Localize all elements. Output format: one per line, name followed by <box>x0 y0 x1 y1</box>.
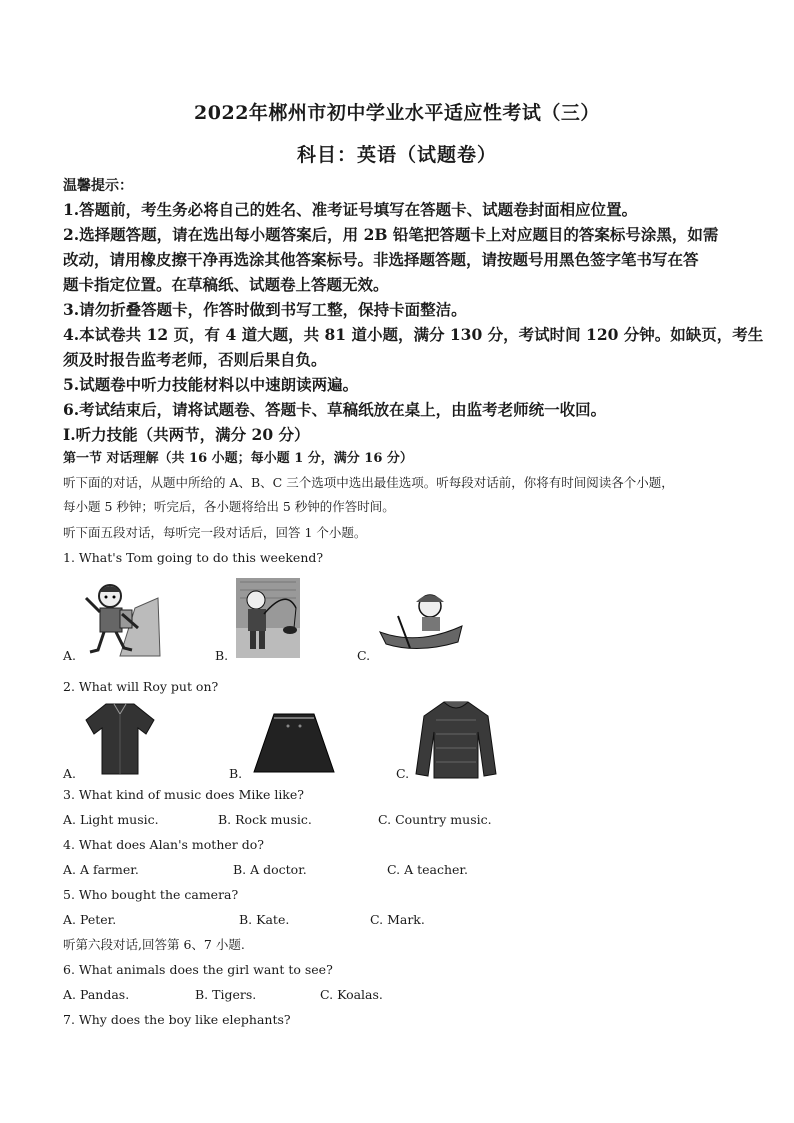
notice-line: 改动，请用橡皮擦干净再选涂其他答案标号。非选择题答题，请按题号用黑色签字笔书写在答 <box>63 250 699 269</box>
option-c[interactable]: C. Mark. <box>370 912 425 927</box>
instruction-line: 听下面五段对话，每听完一段对话后，回答 1 个小题。 <box>63 525 367 540</box>
skirt-picture <box>252 712 336 780</box>
instruction-line: 听下面的对话，从题中所给的 A、B、C 三个选项中选出最佳选项。听每段对话前，你将有时间阅读各个小题， <box>63 475 674 490</box>
sweater-picture <box>414 700 498 784</box>
question-stem: 5. Who bought the camera? <box>63 887 239 902</box>
notice-line: 4.本试卷共 12 页，有 4 道大题，共 81 道小题，满分 130 分，考试时间 120 分钟。如缺页，考生 <box>63 325 764 344</box>
option-b[interactable]: B. Kate. <box>239 912 290 927</box>
question-stem: 2. What will Roy put on? <box>63 679 219 694</box>
exam-title: 2022年郴州市初中学业水平适应性考试（三） <box>194 102 600 124</box>
option-a[interactable]: A. A farmer. <box>63 862 139 877</box>
option-b[interactable]: B. A doctor. <box>233 862 307 877</box>
option-a[interactable]: A. Light music. <box>63 812 159 827</box>
option-b[interactable]: B. Rock music. <box>218 812 312 827</box>
notice-line: 1.答题前，考生务必将自己的姓名、准考证号填写在答题卡、试题卷封面相应位置。 <box>63 200 638 219</box>
option-a[interactable]: A. Peter. <box>63 912 117 927</box>
notice-line: 须及时报告监考老师，否则后果自负。 <box>63 350 327 369</box>
shirt-picture <box>84 702 156 780</box>
hiking-picture <box>80 578 162 664</box>
option-c[interactable]: C. Country music. <box>378 812 492 827</box>
option-b[interactable]: B. <box>215 648 229 663</box>
section-title: I.听力技能（共两节，满分 20 分） <box>63 425 310 444</box>
option-c[interactable]: C. <box>357 648 371 663</box>
option-c[interactable]: C. Koalas. <box>320 987 383 1002</box>
option-b[interactable]: B. <box>229 766 243 781</box>
option-b[interactable]: B. Tigers. <box>195 987 257 1002</box>
question-stem: 3. What kind of music does Mike like? <box>63 787 304 802</box>
part-title: 第一节 对话理解（共 16 小题；每小题 1 分，满分 16 分） <box>63 451 413 466</box>
option-c[interactable]: C. A teacher. <box>387 862 468 877</box>
question-stem: 7. Why does the boy like elephants? <box>63 1012 291 1027</box>
notice-line: 5.试题卷中听力技能材料以中速朗读两遍。 <box>63 375 359 394</box>
notice-line: 3.请勿折叠答题卡，作答时做到书写工整，保持卡面整洁。 <box>63 300 467 319</box>
exam-subtitle: 科目：英语（试题卷） <box>296 144 497 166</box>
instruction-line: 每小题 5 秒钟；听完后，各小题将给出 5 秒钟的作答时间。 <box>63 499 395 514</box>
option-a[interactable]: A. <box>63 648 77 663</box>
question-stem: 1. What's Tom going to do this weekend? <box>63 550 324 565</box>
question-stem: 4. What does Alan's mother do? <box>63 837 264 852</box>
dialog-instruction: 听第六段对话,回答第 6、7 小题. <box>63 937 245 952</box>
notice-line: 题卡指定位置。在草稿纸、试题卷上答题无效。 <box>63 275 389 294</box>
boating-picture <box>378 586 464 660</box>
option-c[interactable]: C. <box>396 766 410 781</box>
option-a[interactable]: A. Pandas. <box>63 987 130 1002</box>
notice-heading: 温馨提示： <box>63 178 133 194</box>
option-a[interactable]: A. <box>63 766 77 781</box>
notice-line: 6.考试结束后，请将试题卷、答题卡、草稿纸放在桌上，由监考老师统一收回。 <box>63 400 607 419</box>
notice-line: 2.选择题答题，请在选出每小题答案后，用 2B 铅笔把答题卡上对应题目的答案标号涂黑，如需 <box>63 225 719 244</box>
fishing-picture <box>236 578 300 662</box>
question-stem: 6. What animals does the girl want to see? <box>63 962 333 977</box>
